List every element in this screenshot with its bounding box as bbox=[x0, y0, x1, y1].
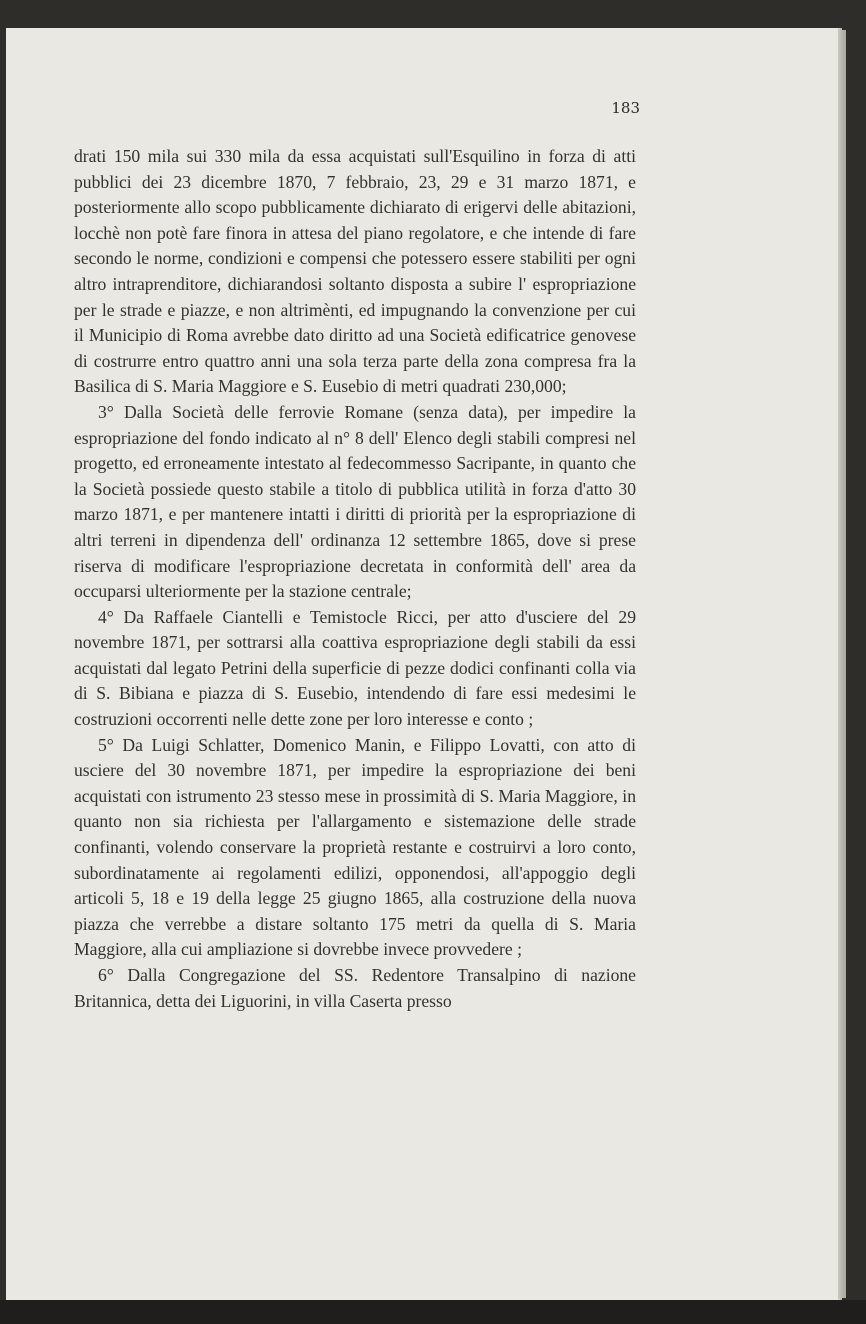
paragraph-item-4: 4° Da Raffaele Ciantelli e Temistocle Ricci, per atto d'usciere del 29 novembre 1871, per sottrarsi alla coattiva espropriazione degli stabili da essi acquistati dal legato Petrini della superficie di pezze dodici confinanti colla via di S. Bibiana e piazza di S. Eusebio, intendendo di fare essi medesimi le costruzioni occorrenti nelle dette zone per loro interesse e conto ; bbox=[74, 606, 636, 730]
body-text bbox=[74, 144, 636, 1014]
scan-bottom-border bbox=[0, 1300, 866, 1324]
page-number: 183 bbox=[611, 99, 640, 117]
page-edge bbox=[838, 30, 846, 1298]
paragraph-continuation: drati 150 mila sui 330 mila da essa acquistati sull'Esquilino in forza di atti pubblici dei 23 dicembre 1870, 7 febbraio, 23, 29 e 31 marzo 1871, e posteriormente allo scopo pubblicamente dichiarato di erigervi delle abitazioni, locchè non potè fare finora in attesa del piano regolatore, e che intende di fare secondo le norme, condizioni e compensi che potessero essere stabiliti per ogni altro intraprenditore, dichiarandosi soltanto disposta a subire l' espropriazione per le strade e piazze, e non altrimènti, ed impugnando la convenzione per cui il Municipio di Roma avrebbe dato diritto ad una Società edificatrice genovese di costrurre entro quattro anni una sola terza parte della zona compresa fra la Basilica di S. Maria Maggiore e S. Eusebio di metri quadrati 230,000; bbox=[74, 146, 636, 397]
paragraph-item-5: 5° Da Luigi Schlatter, Domenico Manin, e Filippo Lovatti, con atto di usciere del 30 novembre 1871, per impedire la espropriazione dei beni acquistati con istrumento 23 stesso mese in prossimità di S. Maria Maggiore, in quanto non sia richiesta per l'allargamento e sistemazione delle strade confinanti, volendo conservare la proprietà restante e costruirvi a loro conto, subordinatamente ai regolamenti edilizi, opponendosi, all'appoggio degli articoli 5, 18 e 19 della legge 25 giugno 1865, alla costruzione della nuova piazza che verrebbe a distare soltanto 175 metri da quella di S. Maria Maggiore, alla cui ampliazione si dovrebbe invece provvedere ; bbox=[74, 734, 636, 960]
paragraph-item-6: 6° Dalla Congregazione del SS. Redentore Transalpino di nazione Britannica, detta dei Liguorini, in villa Caserta presso bbox=[74, 965, 636, 1011]
paragraph-item-3: 3° Dalla Società delle ferrovie Romane (senza data), per impedire la espropriazione del fondo indicato al n° 8 dell' Elenco degli stabili compresi nel progetto, ed erroneamente intestato al fedecommesso Sacripante, in quanto che la Società possiede questo stabile a titolo di pubblica utilità in forza d'atto 30 marzo 1871, e per mantenere intatti i diritti di priorità per la espropriazione di altri terreni in dipendenza dell' ordinanza 12 settembre 1865, dove si prese riserva di modificare l'espropriazione decretata in conformità dell' area da occuparsi ulteriormente per la stazione centrale; bbox=[74, 401, 636, 602]
